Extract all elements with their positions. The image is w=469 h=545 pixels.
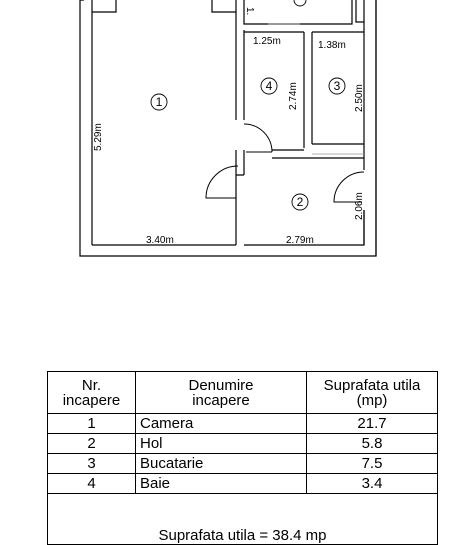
row-area: 5.8 <box>307 434 438 454</box>
partition-top <box>244 0 352 24</box>
header-nr-line1: Nr. <box>81 376 102 394</box>
dim-bucatarie-height: 2.50m <box>354 84 365 112</box>
row-nr: 3 <box>48 454 136 474</box>
door-baie <box>244 124 272 152</box>
total-area: Suprafata utila = 38.4 mp <box>48 494 438 545</box>
row-name: Camera <box>136 414 307 434</box>
top-ticks-right <box>356 0 364 22</box>
row-name: Hol <box>136 434 307 454</box>
table-total-row <box>48 494 438 545</box>
baie-right-wall <box>304 32 312 148</box>
dim-baie-width: 1.25m <box>253 36 281 47</box>
row-area: 7.5 <box>307 454 438 474</box>
room-partial-circle <box>294 0 306 6</box>
row-area: 21.7 <box>307 414 438 434</box>
dim-camera-height: 5.29m <box>93 123 104 151</box>
dim-hol-height: 2.06m <box>354 192 365 220</box>
dim-hol-width: 2.79m <box>286 235 314 246</box>
table-row <box>48 454 438 474</box>
table-header-row <box>48 372 438 414</box>
header-name-line2: incapere <box>192 391 250 409</box>
row-nr: 4 <box>48 474 136 494</box>
header-nr-line2: incapere <box>62 391 121 409</box>
row-name: Bucatarie <box>136 454 307 474</box>
dim-top-partial: 1. <box>244 7 255 16</box>
dim-bucatarie-width: 1.38m <box>318 40 346 51</box>
table-row <box>48 434 438 454</box>
room-3-label: 3 <box>333 79 341 93</box>
row-name: Baie <box>136 474 307 494</box>
dim-camera-width: 3.40m <box>146 235 174 246</box>
row-area: 3.4 <box>307 474 438 494</box>
header-area-line2: (mp) <box>356 391 388 409</box>
header-name-line1: Denumire <box>188 376 254 394</box>
header-nr <box>48 372 136 414</box>
table-row <box>48 474 438 494</box>
header-name <box>136 372 307 414</box>
header-area <box>307 372 438 414</box>
row-nr: 1 <box>48 414 136 434</box>
header-area-line1: Suprafata utila <box>323 376 421 394</box>
row-nr: 2 <box>48 434 136 454</box>
room-2-label: 2 <box>296 195 304 209</box>
room-4-label: 4 <box>265 79 273 93</box>
dim-baie-height: 2.74m <box>288 82 299 110</box>
outer-top-ticks <box>80 0 236 12</box>
room-area-table <box>47 371 438 545</box>
partition-baie-left <box>236 30 244 175</box>
door-camera <box>206 166 238 198</box>
table-row <box>48 414 438 434</box>
outer-wall-left <box>80 0 376 256</box>
room-1-label: 1 <box>155 95 163 109</box>
